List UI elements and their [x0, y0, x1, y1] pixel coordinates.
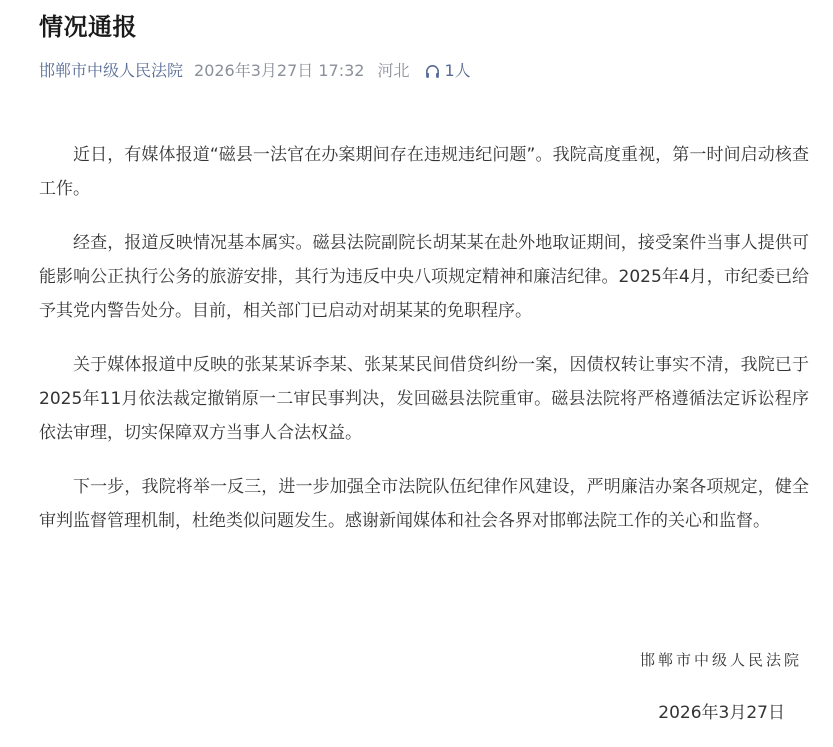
article-meta: [39, 58, 471, 84]
publish-time: 2026年3月27日 17:32: [194, 61, 365, 80]
listen-button[interactable]: [424, 58, 471, 84]
paragraph-3: 关于媒体报道中反映的张某某诉李某、张某某民间借贷纠纷一案，因债权转让事实不清，我院已于2025年11月依法裁定撤销原一二审民事判决，发回磁县法院重审。磁县法院将严格遵循法定诉讼程序依法审理，切实保障双方当事人合法权益。: [39, 355, 809, 443]
paragraph-1: 近日，有媒体报道“磁县一法官在办案期间存在违规违纪问题”。我院高度重视，第一时间启动核查工作。: [39, 145, 809, 199]
paragraph-2: 经查，报道反映情况基本属实。磁县法院副院长胡某某在赴外地取证期间，接受案件当事人提供可能影响公正执行公务的旅游安排，其行为违反中央八项规定精神和廉洁纪律。2025年4月，市纪委已给予其党内警告处分。目前，相关部门已启动对胡某某的免职程序。: [39, 233, 809, 321]
issue-date: 2026年3月27日: [658, 703, 785, 723]
listener-count: 1人: [444, 61, 471, 80]
paragraph-4: 下一步，我院将举一反三，进一步加强全市法院队伍纪律作风建设，严明廉洁办案各项规定，健全审判监督管理机制，杜绝类似问题发生。感谢新闻媒体和社会各界对邯郸法院工作的关心和监督。: [39, 477, 809, 531]
source-link[interactable]: 邯郸市中级人民法院: [39, 61, 184, 80]
article-title: 情况通报: [39, 13, 137, 41]
headphones-icon: [424, 63, 441, 80]
issuer-signature: 邯郸市中级人民法院: [639, 651, 802, 669]
article-body: [39, 138, 809, 558]
region-label: 河北: [377, 61, 410, 80]
